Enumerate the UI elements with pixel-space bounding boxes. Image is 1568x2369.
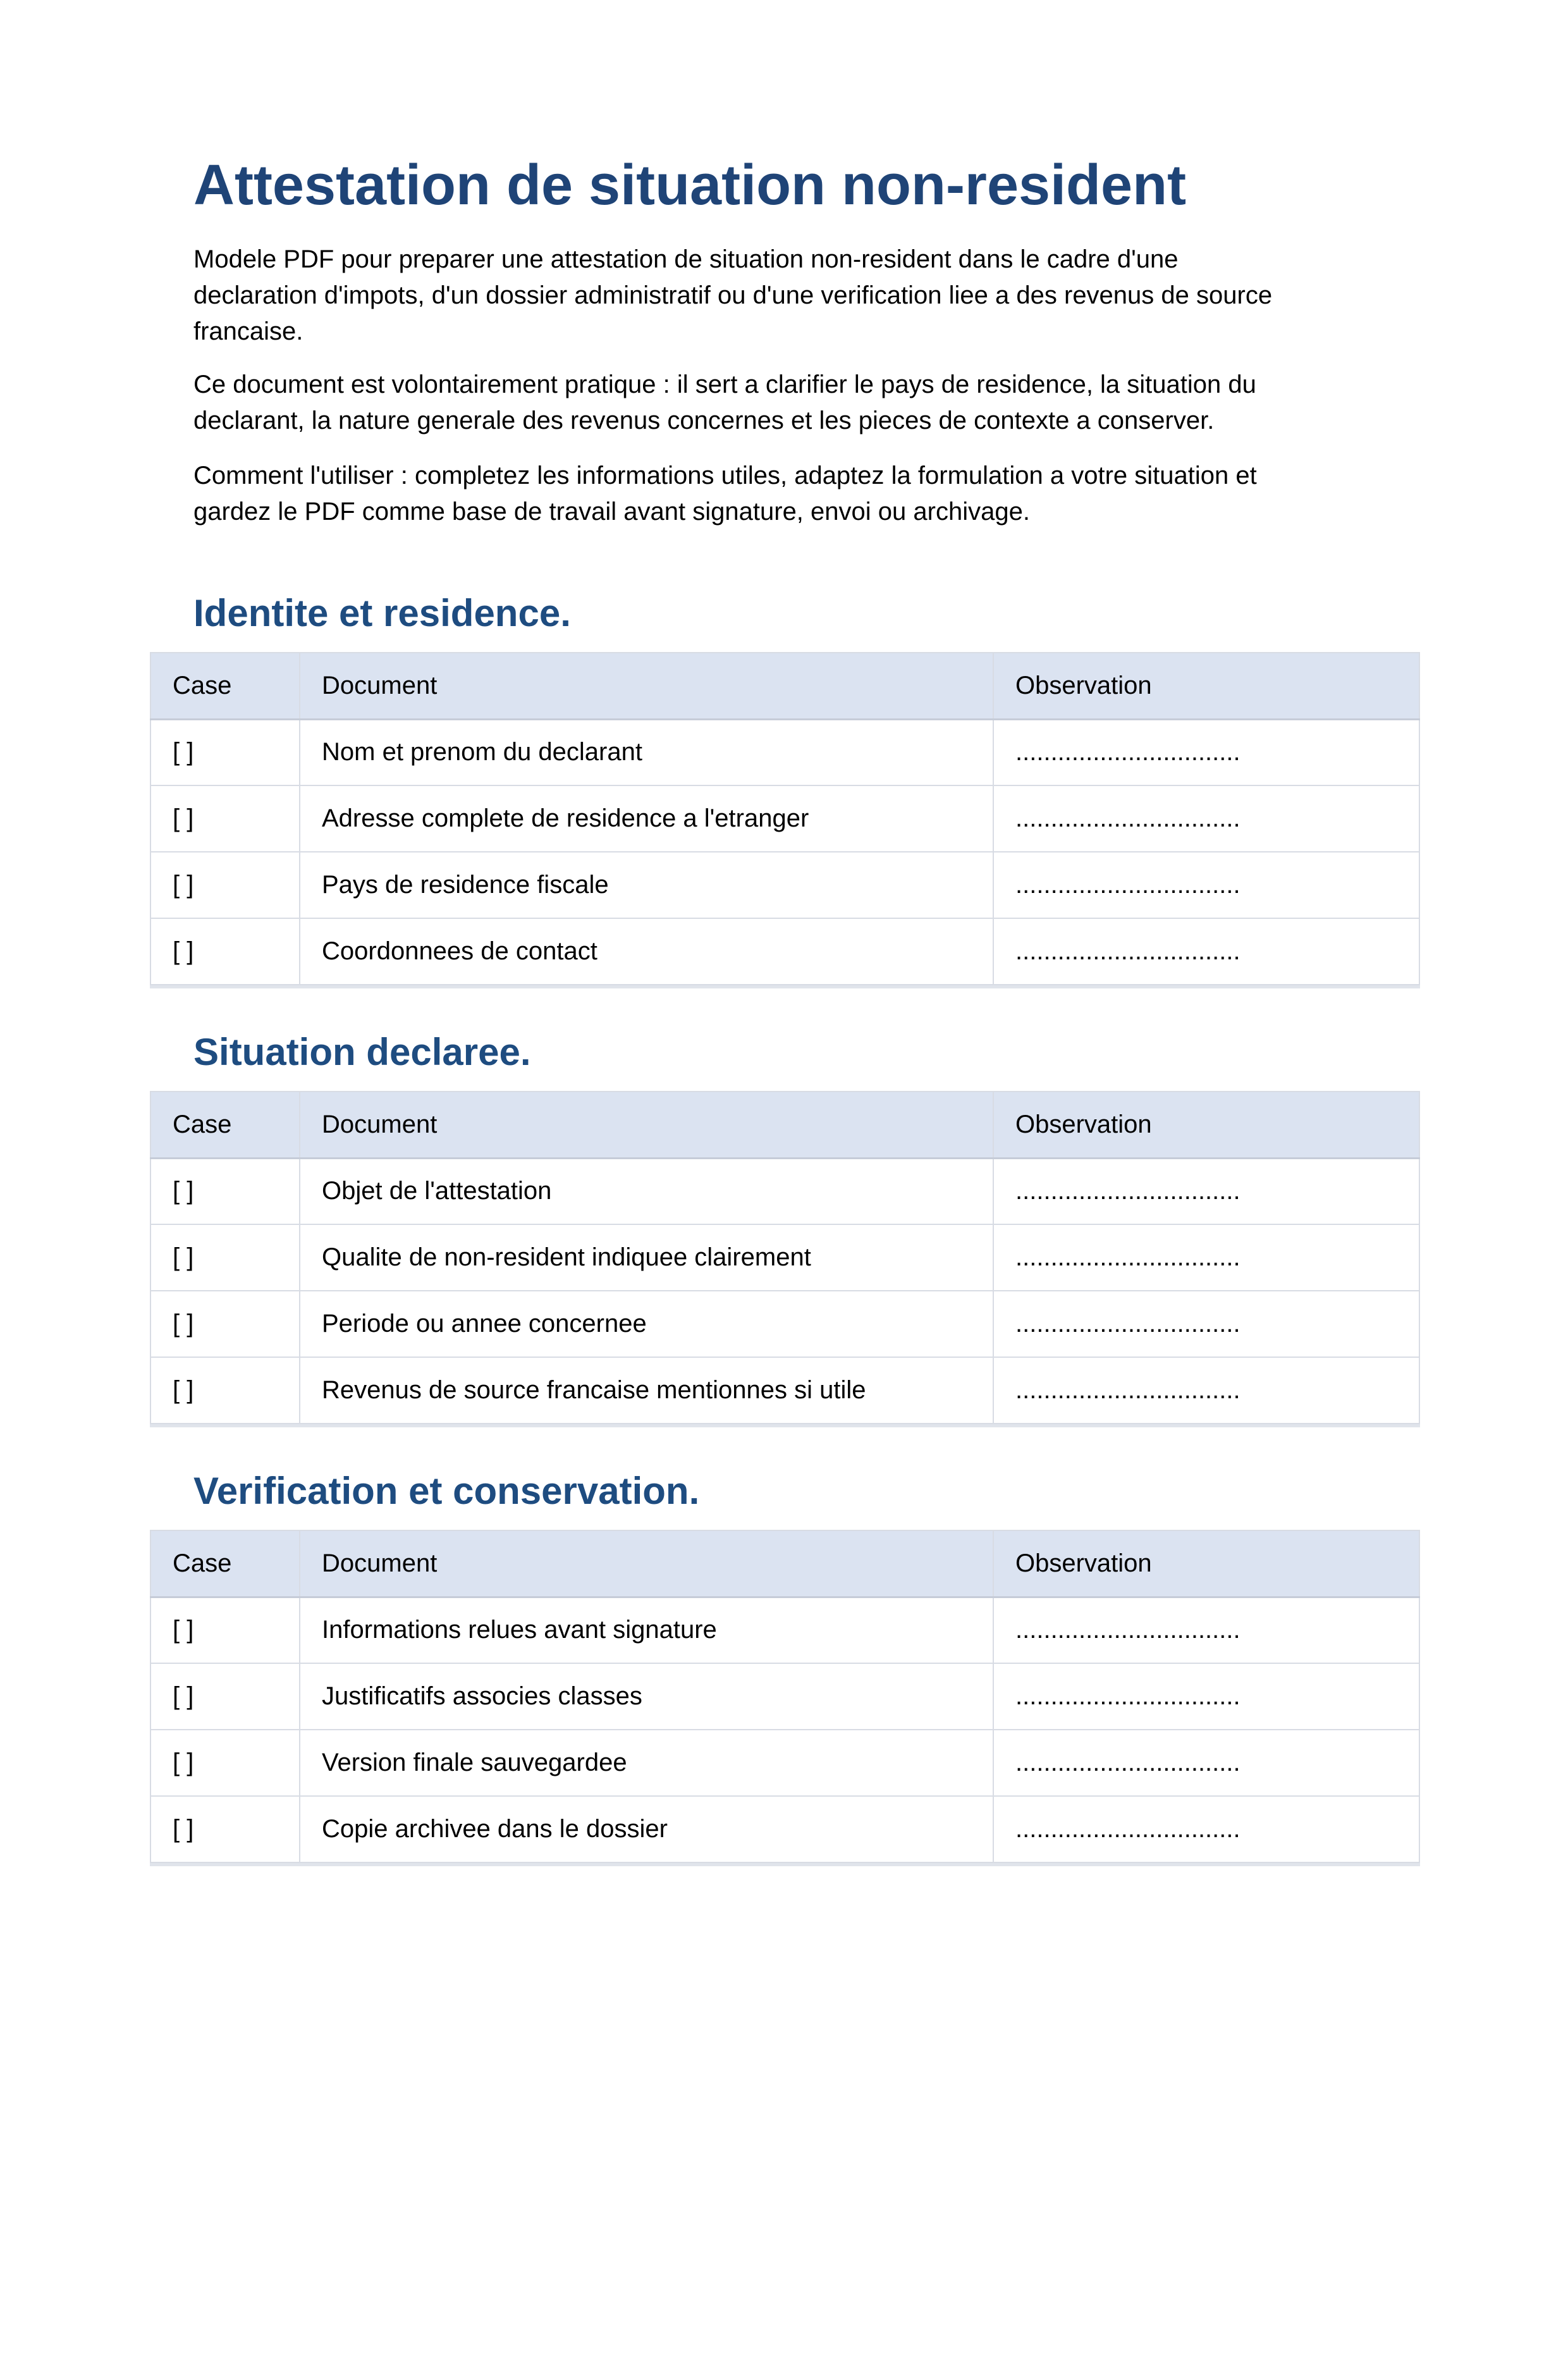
table-row xyxy=(150,1158,1419,1224)
column-header-case: Case xyxy=(150,653,300,719)
table-row xyxy=(150,1291,1419,1357)
column-header-observation: Observation xyxy=(993,653,1419,719)
text-line: gardez le PDF comme base de travail avant signature, envoi ou archivage. xyxy=(193,498,1030,526)
checkbox-cell: [ ] xyxy=(150,1796,300,1862)
column-header-case: Case xyxy=(150,1530,300,1597)
observation-cell: ................................ xyxy=(993,1730,1419,1796)
intro-paragraph-2 xyxy=(193,367,1407,439)
text-line: Modele PDF pour preparer une attestation de situation non-resident dans le cadre d'une xyxy=(193,245,1179,273)
observation-cell: ................................ xyxy=(993,1796,1419,1862)
observation-cell: ................................ xyxy=(993,1291,1419,1357)
intro-paragraph-3 xyxy=(193,458,1407,530)
document-cell: Nom et prenom du declarant xyxy=(300,719,993,785)
text-line: francaise. xyxy=(193,317,303,345)
checkbox-cell: [ ] xyxy=(150,1663,300,1730)
checkbox-cell: [ ] xyxy=(150,719,300,785)
document-cell: Version finale sauvegardee xyxy=(300,1730,993,1796)
checkbox-cell: [ ] xyxy=(150,852,300,918)
document-cell: Informations relues avant signature xyxy=(300,1597,993,1663)
table-row xyxy=(150,1224,1419,1291)
table-row xyxy=(150,918,1419,985)
checkbox-cell: [ ] xyxy=(150,1158,300,1224)
section-heading-situation: Situation declaree. xyxy=(193,1031,531,1073)
table-row xyxy=(150,1597,1419,1663)
observation-cell: ................................ xyxy=(993,785,1419,852)
document-cell: Periode ou annee concernee xyxy=(300,1291,993,1357)
observation-cell: ................................ xyxy=(993,852,1419,918)
document-cell: Revenus de source francaise mentionnes si utile xyxy=(300,1357,993,1424)
column-header-document: Document xyxy=(300,653,993,719)
text-line: declarant, la nature generale des revenus concernes et les pieces de contexte a conserver. xyxy=(193,407,1215,434)
observation-cell: ................................ xyxy=(993,1224,1419,1291)
table-row xyxy=(150,852,1419,918)
observation-cell: ................................ xyxy=(993,719,1419,785)
section-heading-identite: Identite et residence. xyxy=(193,592,571,634)
section-verification-conservation xyxy=(0,1468,1568,1863)
table-header-row xyxy=(150,653,1419,719)
document-cell: Coordonnees de contact xyxy=(300,918,993,985)
section-situation-declaree xyxy=(0,1030,1568,1424)
document-cell: Pays de residence fiscale xyxy=(300,852,993,918)
observation-cell: ................................ xyxy=(993,1158,1419,1224)
table-row xyxy=(150,1663,1419,1730)
checkbox-cell: [ ] xyxy=(150,785,300,852)
table-header-row xyxy=(150,1092,1419,1158)
document-cell: Copie archivee dans le dossier xyxy=(300,1796,993,1862)
document-cell: Justificatifs associes classes xyxy=(300,1663,993,1730)
text-line: declaration d'impots, d'un dossier administratif ou d'une verification liee a des revenus de source xyxy=(193,281,1273,309)
section-identite-residence xyxy=(0,591,1568,985)
document-cell: Adresse complete de residence a l'etranger xyxy=(300,785,993,852)
column-header-observation: Observation xyxy=(993,1092,1419,1158)
column-header-document: Document xyxy=(300,1092,993,1158)
checkbox-cell: [ ] xyxy=(150,1224,300,1291)
checklist-table-situation xyxy=(150,1091,1420,1424)
checkbox-cell: [ ] xyxy=(150,1597,300,1663)
table-row xyxy=(150,785,1419,852)
intro-paragraph-1 xyxy=(193,242,1407,350)
checklist-table-verification xyxy=(150,1530,1420,1863)
text-line: Ce document est volontairement pratique : il sert a clarifier le pays de residence, la situation du xyxy=(193,371,1256,398)
checkbox-cell: [ ] xyxy=(150,918,300,985)
table-row xyxy=(150,1730,1419,1796)
document-cell: Objet de l'attestation xyxy=(300,1158,993,1224)
checkbox-cell: [ ] xyxy=(150,1357,300,1424)
column-header-observation: Observation xyxy=(993,1530,1419,1597)
checkbox-cell: [ ] xyxy=(150,1730,300,1796)
checkbox-cell: [ ] xyxy=(150,1291,300,1357)
observation-cell: ................................ xyxy=(993,918,1419,985)
section-heading-verification: Verification et conservation. xyxy=(193,1470,700,1512)
text-line: Comment l'utiliser : completez les informations utiles, adaptez la formulation a votre situation et xyxy=(193,462,1257,489)
table-row xyxy=(150,719,1419,785)
table-row xyxy=(150,1796,1419,1862)
observation-cell: ................................ xyxy=(993,1663,1419,1730)
table-header-row xyxy=(150,1530,1419,1597)
observation-cell: ................................ xyxy=(993,1597,1419,1663)
page-canvas xyxy=(0,151,1568,2369)
document-cell: Qualite de non-resident indiquee clairement xyxy=(300,1224,993,1291)
column-header-case: Case xyxy=(150,1092,300,1158)
observation-cell: ................................ xyxy=(993,1357,1419,1424)
pdf-document-page xyxy=(0,151,1568,2369)
checklist-table-identite xyxy=(150,652,1420,985)
table-row xyxy=(150,1357,1419,1424)
column-header-document: Document xyxy=(300,1530,993,1597)
document-title: Attestation de situation non-resident xyxy=(193,154,1187,217)
